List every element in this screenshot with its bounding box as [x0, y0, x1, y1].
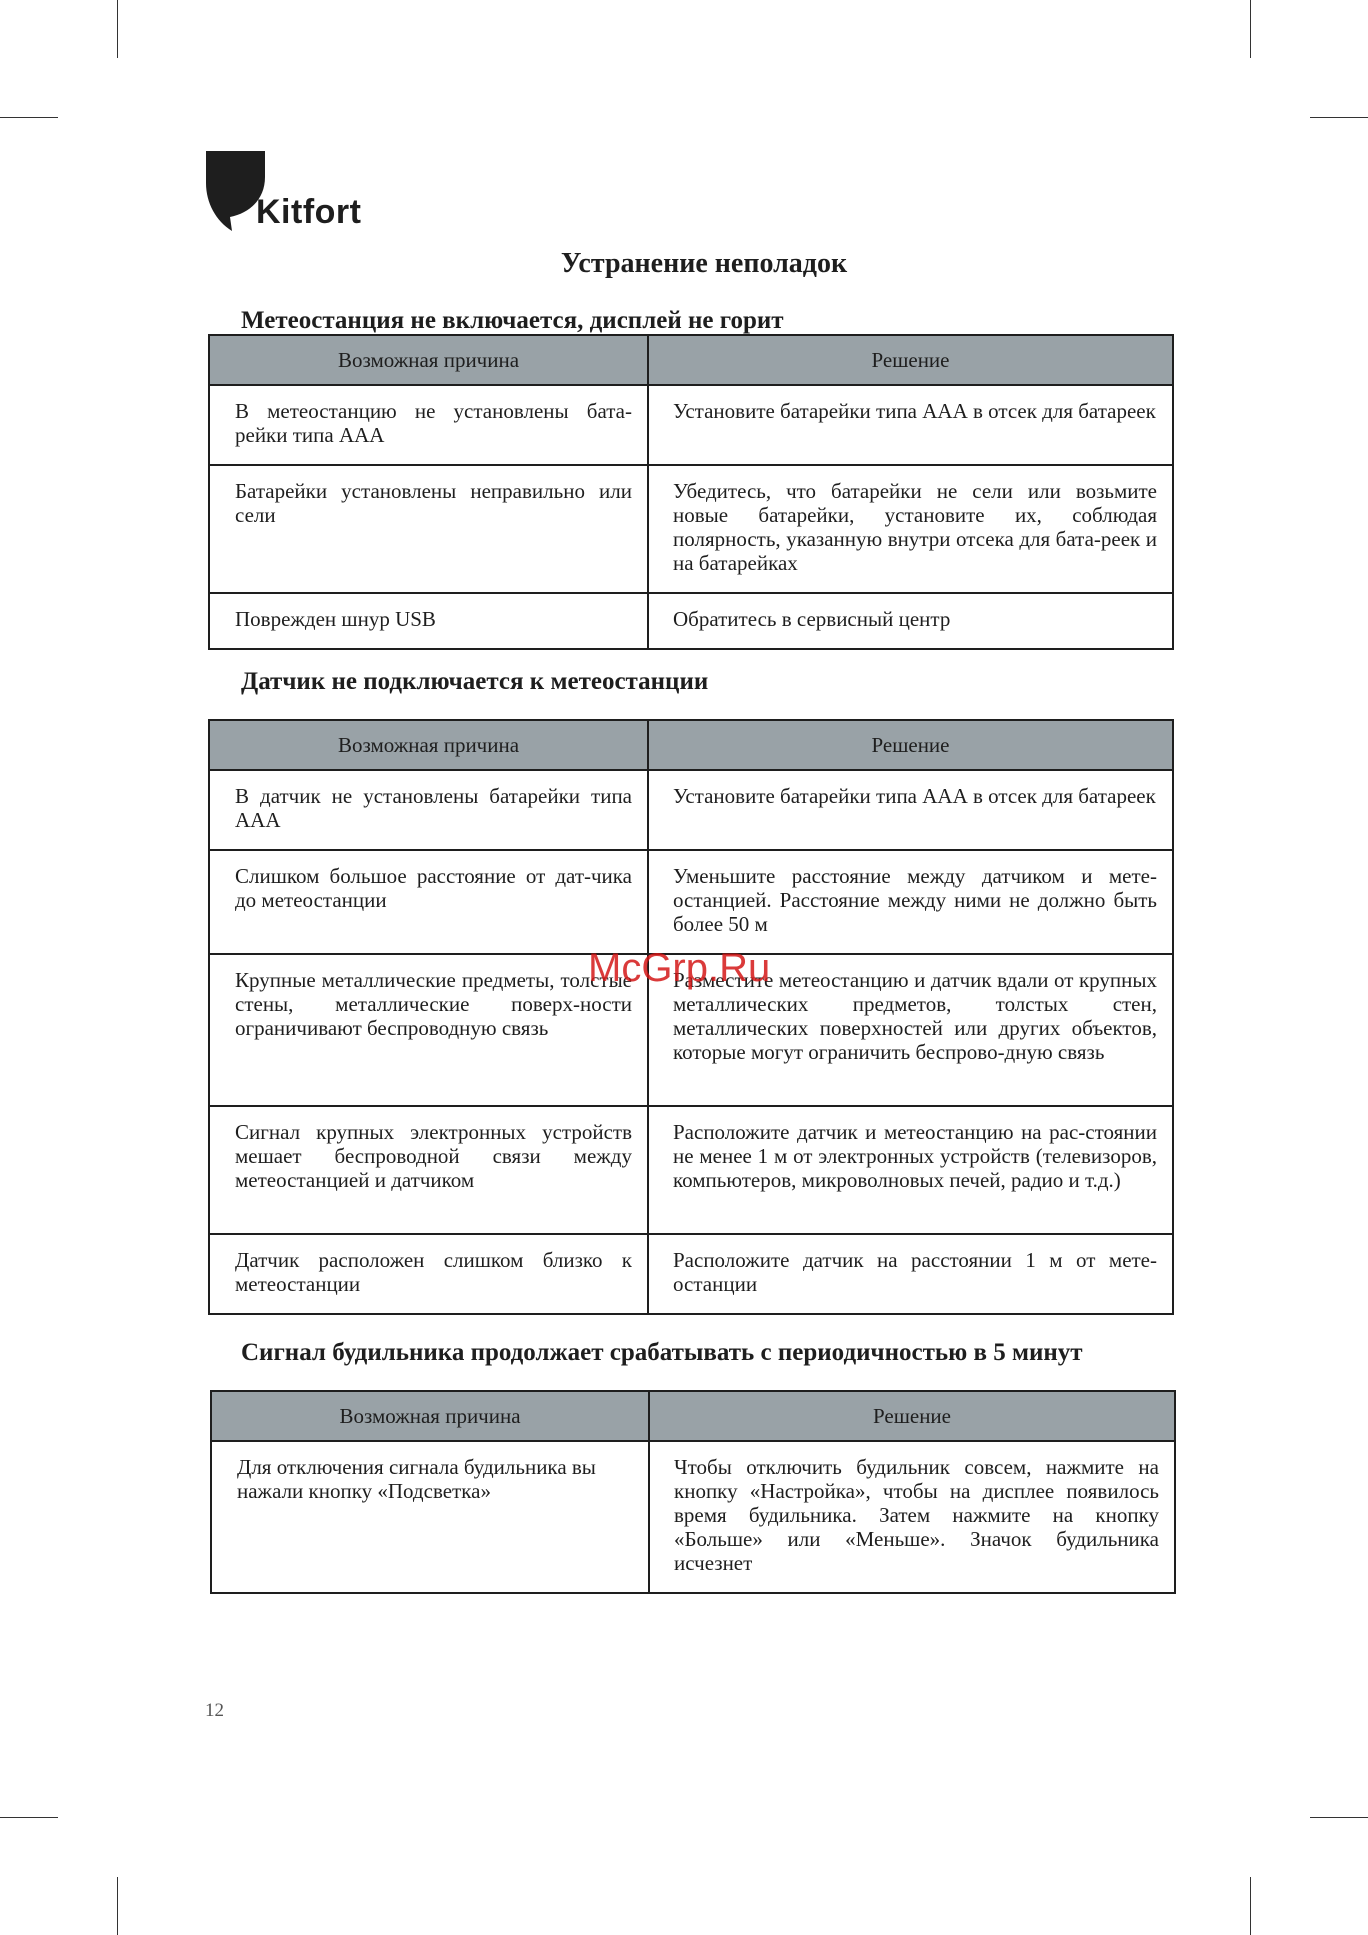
table-header-row: [209, 335, 1173, 385]
header-solution: Решение: [649, 1391, 1175, 1441]
crop-mark: [0, 1817, 58, 1818]
page-title: Устранение неполадок: [560, 248, 848, 279]
cell-cause: Крупные металлические предметы, толстые стены, металлические поверх-ности ограничивают беспроводную связь: [209, 954, 648, 1106]
troubleshooting-table: [208, 719, 1174, 1315]
brand-logo: [206, 151, 362, 231]
cell-cause: В датчик не установлены батарейки типа ААА: [209, 770, 648, 850]
cell-solution: Расположите датчик и метеостанцию на рас-стоянии не менее 1 м от электронных устройств (телевизоров, компьютеров, микроволновых печей, радио и т.д.): [648, 1106, 1173, 1234]
table-header-row: [209, 720, 1173, 770]
section-title: Сигнал будильника продолжает срабатывать с периодичностью в 5 минут: [241, 1339, 1083, 1366]
cell-cause: Для отключения сигнала будильника вы нажали кнопку «Подсветка»: [211, 1441, 649, 1593]
section-title: Метеостанция не включается, дисплей не горит: [241, 307, 784, 334]
crop-mark: [1250, 1877, 1251, 1935]
table-row: [209, 465, 1173, 593]
table-row: [209, 593, 1173, 649]
crop-mark: [117, 1877, 118, 1935]
table-row: [209, 850, 1173, 954]
section-title: Датчик не подключается к метеостанции: [241, 668, 709, 695]
table-row: [209, 1234, 1173, 1314]
table-header-row: [211, 1391, 1175, 1441]
crop-mark: [0, 117, 58, 118]
header-cause: Возможная причина: [211, 1391, 649, 1441]
cell-solution: Убедитесь, что батарейки не сели или возьмите новые батарейки, установите их, соблюдая полярность, указанную внутри отсека для бата-реек и на батарейках: [648, 465, 1173, 593]
crop-mark: [117, 0, 118, 58]
watermark: McGrp.Ru: [588, 946, 771, 990]
header-solution: Решение: [648, 720, 1173, 770]
crop-mark: [1250, 0, 1251, 58]
cell-cause: Батарейки установлены неправильно или сели: [209, 465, 648, 593]
brand-name: Kitfort: [256, 193, 362, 231]
crop-mark: [1310, 117, 1368, 118]
cell-solution: Обратитесь в сервисный центр: [648, 593, 1173, 649]
troubleshooting-table: [208, 334, 1174, 650]
cell-solution: Установите батарейки типа ААА в отсек для батареек: [648, 385, 1173, 465]
header-cause: Возможная причина: [209, 720, 648, 770]
header-solution: Решение: [648, 335, 1173, 385]
cell-cause: Датчик расположен слишком близко к метеостанции: [209, 1234, 648, 1314]
cell-solution: Установите батарейки типа ААА в отсек для батареек: [648, 770, 1173, 850]
cell-cause: Сигнал крупных электронных устройств мешает беспроводной связи между метеостанцией и датчиком: [209, 1106, 648, 1234]
cell-solution: Уменьшите расстояние между датчиком и мете-останцией. Расстояние между ними не должно быть более 50 м: [648, 850, 1173, 954]
table-row: [209, 1106, 1173, 1234]
cell-cause: Слишком большое расстояние от дат-чика до метеостанции: [209, 850, 648, 954]
crop-mark: [1310, 1817, 1368, 1818]
cell-solution: Разместите метеостанцию и датчик вдали от крупных металлических предметов, толстых стен, металлических поверхностей или других объектов, которые могут ограничить беспрово-дную связь: [648, 954, 1173, 1106]
table-row: [209, 385, 1173, 465]
table-row: [211, 1441, 1175, 1593]
cell-cause: В метеостанцию не установлены бата-рейки типа ААА: [209, 385, 648, 465]
page-number: 12: [205, 1700, 224, 1721]
cell-solution: Чтобы отключить будильник совсем, нажмите на кнопку «Настройка», чтобы на дисплее появилось время будильника. Затем нажмите на кнопку «Больше» или «Меньше». Значок будильника исчезнет: [649, 1441, 1175, 1593]
cell-cause: Поврежден шнур USB: [209, 593, 648, 649]
cell-solution: Расположите датчик на расстоянии 1 м от мете-останции: [648, 1234, 1173, 1314]
table-row: [209, 770, 1173, 850]
troubleshooting-table: [210, 1390, 1176, 1594]
header-cause: Возможная причина: [209, 335, 648, 385]
